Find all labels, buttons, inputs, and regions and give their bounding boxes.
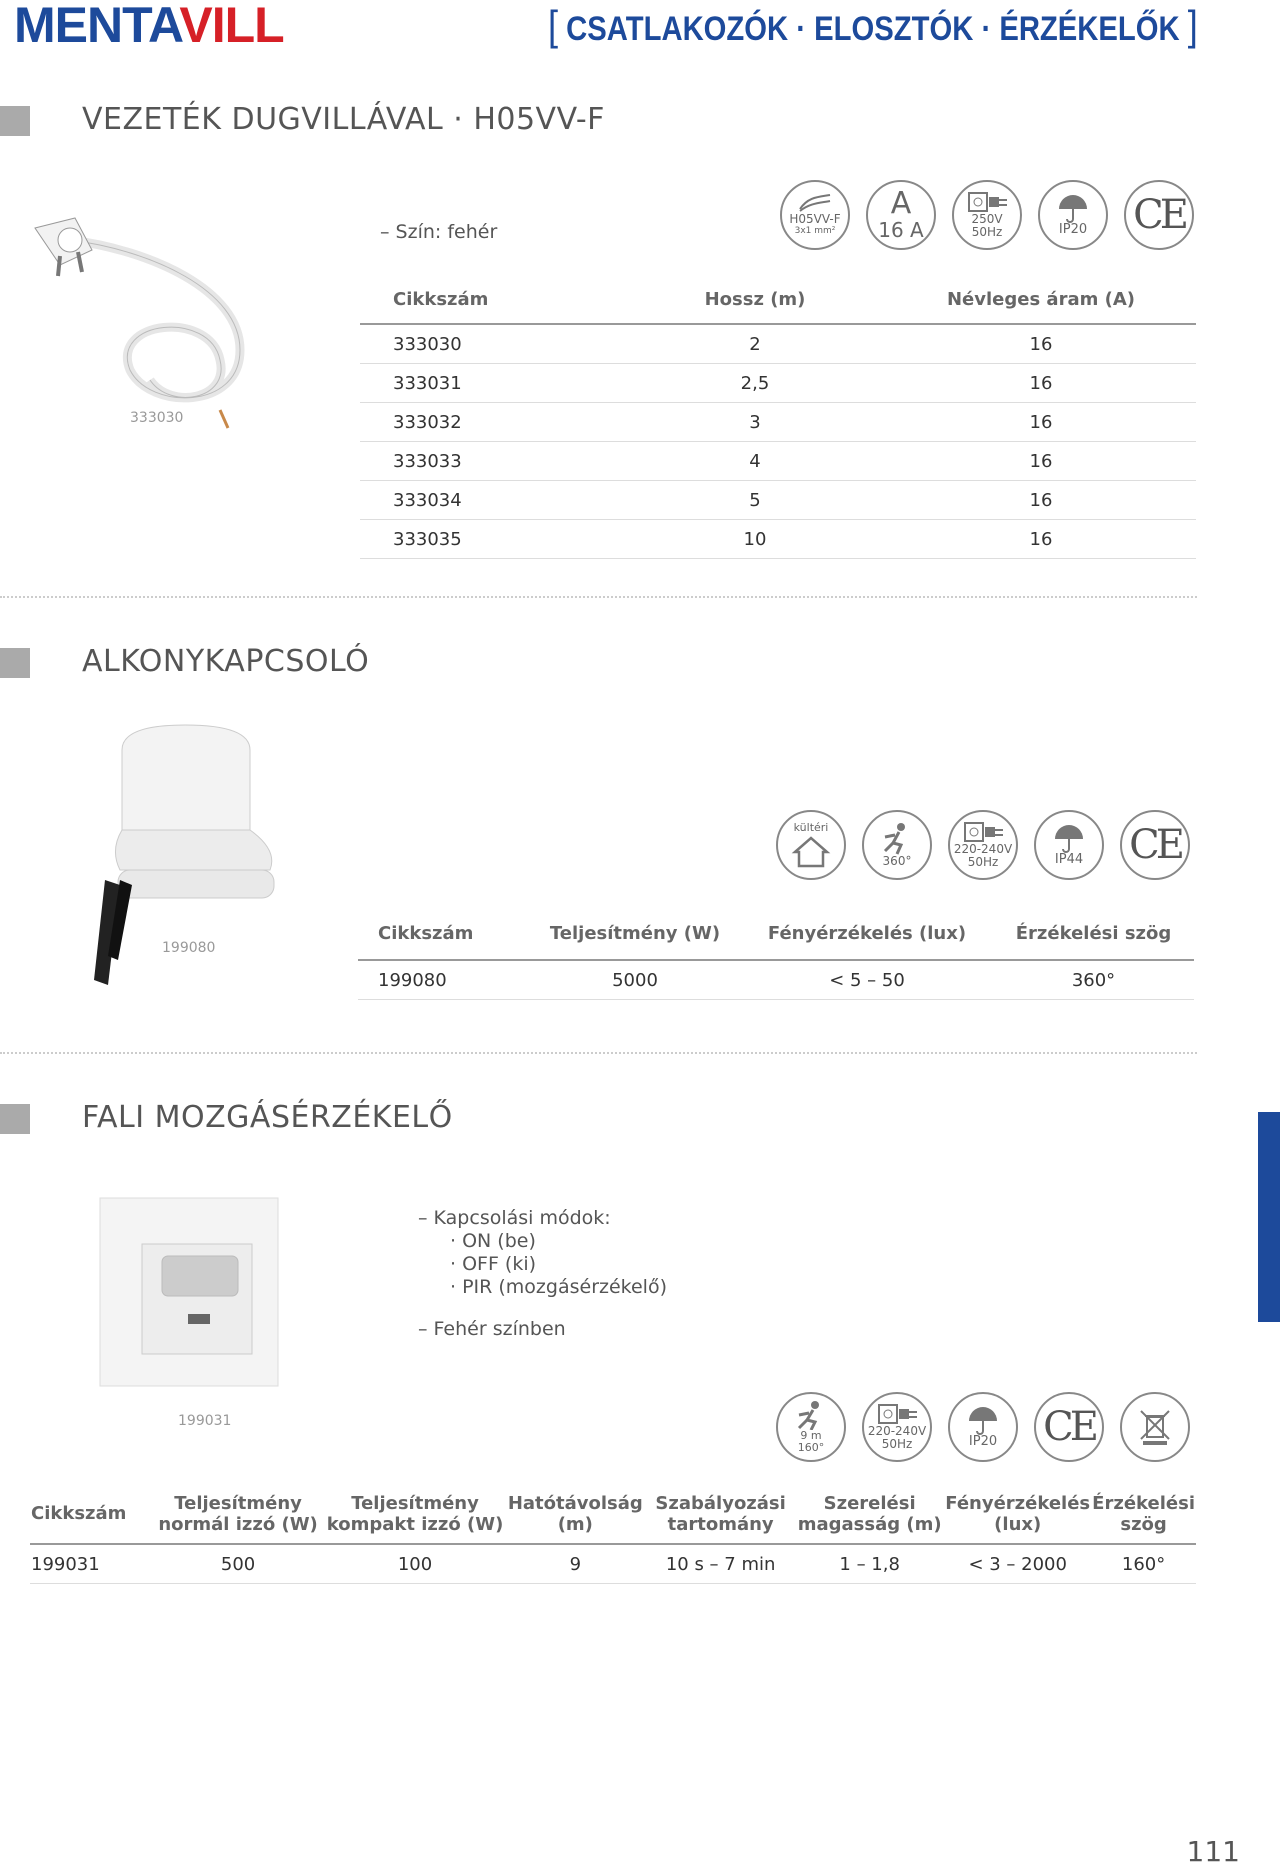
category-header: [ CSATLAKOZÓK · ELOSZTÓK · ÉRZÉKELŐK ] — [548, 2, 1198, 49]
icon-row — [780, 180, 1194, 250]
icon-row — [776, 1392, 1190, 1462]
table-header-row: Cikkszám Hossz (m) Névleges áram (A) — [360, 276, 1196, 324]
socket-voltage-icon: 220-240V 50Hz — [862, 1392, 932, 1462]
image-caption: 199080 — [162, 940, 216, 956]
umbrella-ip-icon: IP44 — [1034, 810, 1104, 880]
table-row: 199080 5000 < 5 – 50 360° — [358, 960, 1194, 1000]
section-marker — [0, 648, 30, 678]
switch-modes — [418, 1207, 667, 1299]
logo-menta: MENTA — [14, 0, 180, 53]
section-divider — [0, 596, 1197, 598]
category-title: CSATLAKOZÓK · ELOSZTÓK · ÉRZÉKELŐK — [566, 10, 1180, 48]
section-marker — [0, 1104, 30, 1134]
mode-item: · OFF (ki) — [450, 1253, 537, 1275]
chapter-tab — [1258, 1112, 1280, 1322]
table-row: 333032 3 16 — [360, 403, 1196, 442]
umbrella-ip-icon: IP20 — [948, 1392, 1018, 1462]
umbrella-ip-icon: IP20 — [1038, 180, 1108, 250]
socket-voltage-icon: 220-240V 50Hz — [948, 810, 1018, 880]
cable-icon: H05VV-F 3x1 mm² — [780, 180, 850, 250]
section-title-motion-sensor: FALI MOZGÁSÉRZÉKELŐ — [82, 1100, 453, 1135]
weee-bin-icon — [1120, 1392, 1190, 1462]
table-row: 333035 10 16 — [360, 520, 1196, 559]
color-note: – Fehér színben — [418, 1318, 566, 1340]
table-header-row: Cikkszám Teljesítmény normál izzó (W) Teljesítmény kompakt izzó (W) Hatótávolság (m) Szabályozási tartomány Szerelési magasság (m) Fényérzékelés (lux) Érzékelési szög — [30, 1484, 1196, 1544]
twilight-table — [358, 908, 1194, 1000]
table-row: 199031 500 100 9 10 s – 7 min 1 – 1,8 < 3 – 2000 160° — [30, 1544, 1196, 1584]
motion-360-icon: 360° — [862, 810, 932, 880]
section-title-twilight: ALKONYKAPCSOLÓ — [82, 644, 370, 679]
ampere-icon: A 16 A — [866, 180, 936, 250]
section-marker — [0, 106, 30, 136]
motion-sensor-image — [96, 1194, 286, 1394]
ce-mark-icon: CE — [1124, 180, 1194, 250]
motion-sensor-table — [30, 1484, 1196, 1584]
mode-item: · PIR (mozgásérzékelő) — [450, 1276, 667, 1298]
table-row: 333031 2,5 16 — [360, 364, 1196, 403]
section-title-cable: VEZETÉK DUGVILLÁVAL · H05VV-F — [82, 102, 605, 137]
logo-vill: VILL — [179, 0, 284, 53]
image-caption: 199031 — [178, 1413, 232, 1429]
mode-item: · ON (be) — [450, 1230, 536, 1252]
modes-title: – Kapcsolási módok: — [418, 1207, 611, 1229]
color-note: – Szín: fehér — [380, 221, 498, 243]
ce-mark-icon: CE — [1120, 810, 1190, 880]
table-row: 333033 4 16 — [360, 442, 1196, 481]
section-divider — [0, 1052, 1197, 1054]
motion-range-icon: 9 m 160° — [776, 1392, 846, 1462]
outdoor-house-icon: kültéri — [776, 810, 846, 880]
table-row: 333034 5 16 — [360, 481, 1196, 520]
page-number: 111 — [1186, 1835, 1240, 1868]
ce-mark-icon: CE — [1034, 1392, 1104, 1462]
cable-table — [360, 276, 1196, 559]
table-header-row: Cikkszám Teljesítmény (W) Fényérzékelés (lux) Érzékelési szög — [358, 908, 1194, 960]
socket-voltage-icon: 250V 50Hz — [952, 180, 1022, 250]
cable-plug-image — [30, 210, 260, 430]
table-row: 333030 2 16 — [360, 324, 1196, 364]
icon-row — [776, 810, 1190, 880]
brand-logo — [14, 0, 284, 54]
image-caption: 333030 — [130, 410, 184, 426]
